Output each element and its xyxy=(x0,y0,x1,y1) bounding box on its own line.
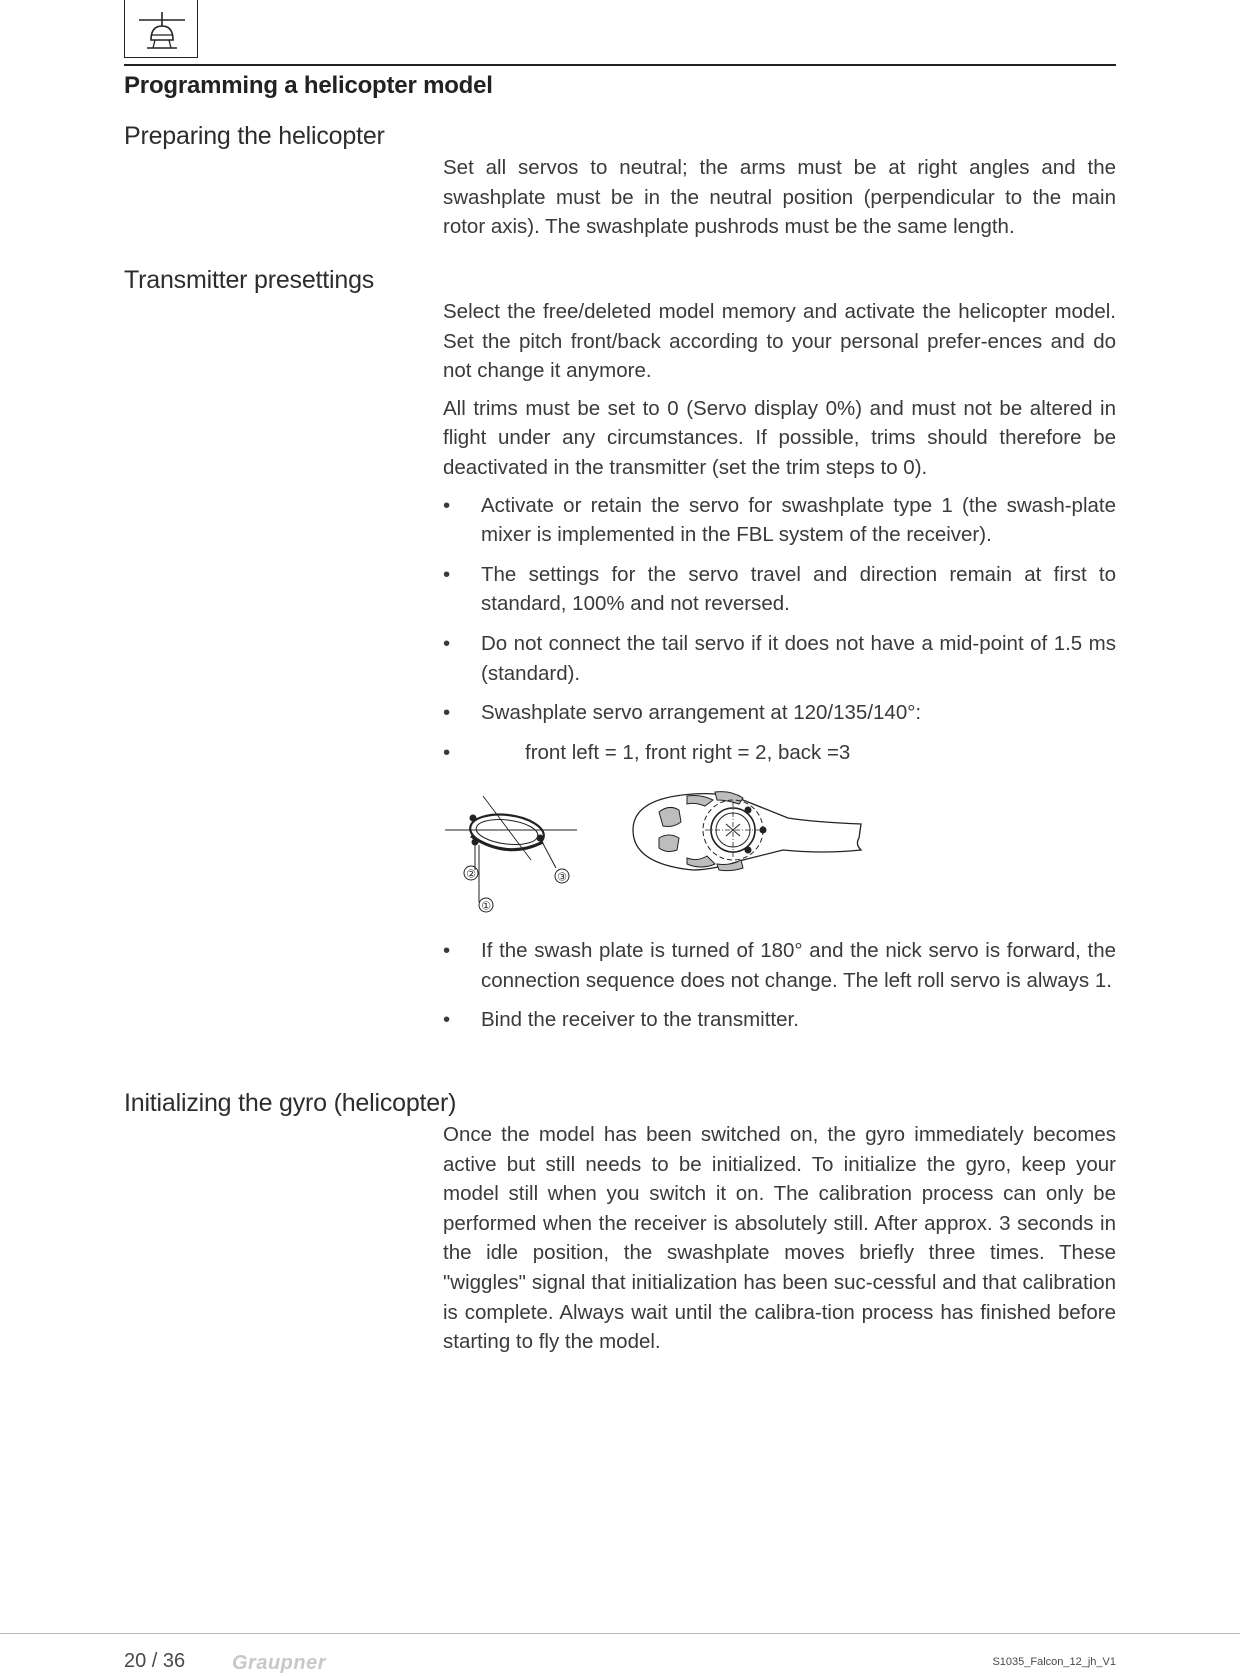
list-item xyxy=(443,738,1116,768)
paragraph: All trims must be set to 0 (Servo display 0%) and must not be altered in flight under any circumstances. If possible, trims should therefore be deactivated in the transmitter (set the trim steps to 0). xyxy=(443,396,1116,479)
helicopter-icon xyxy=(133,6,191,54)
footer-divider xyxy=(0,1633,1240,1634)
servo-label-1: ① xyxy=(481,899,491,913)
section-heading-gyro: Initializing the gyro (helicopter) xyxy=(124,1089,457,1117)
section-body-transmitter-continued xyxy=(443,936,1116,1045)
section-body-transmitter xyxy=(443,297,1116,777)
section-heading-transmitter: Transmitter presettings xyxy=(124,266,375,294)
list-item: • Do not connect the tail servo if it does not have a mid-point of 1.5 ms (standard). xyxy=(443,629,1116,688)
section-body-gyro xyxy=(443,1120,1116,1365)
brand-logo: Graupner xyxy=(232,1652,327,1674)
swashplate-ring-figure xyxy=(445,796,577,912)
section-body-preparing xyxy=(443,153,1116,250)
section-heading-preparing: Preparing the helicopter xyxy=(124,122,385,150)
servo-arrangement-text: front left = 1, front right = 2, back =3 xyxy=(525,740,851,764)
list-item: • Activate or retain the servo for swashplate type 1 (the swash-plate mixer is implemented in the FBL system of the receiver). xyxy=(443,491,1116,550)
header-divider xyxy=(124,64,1116,66)
helicopter-icon-box xyxy=(124,0,198,58)
servo-label-3: ③ xyxy=(557,870,567,884)
list-item: • Swashplate servo arrangement at 120/135/140°: xyxy=(443,698,1116,728)
bullet-list xyxy=(443,491,1116,768)
swashplate-diagram xyxy=(443,790,893,918)
list-item: • If the swash plate is turned of 180° and the nick servo is forward, the connection sequence does not change. The left roll servo is always 1. xyxy=(443,936,1116,995)
list-item: • The settings for the servo travel and direction remain at first to standard, 100% and not reversed. xyxy=(443,560,1116,619)
document-code: S1035_Falcon_12_jh_V1 xyxy=(992,1656,1116,1668)
page-title: Programming a helicopter model xyxy=(124,72,493,99)
page-number: 20 / 36 xyxy=(124,1650,186,1672)
bullet-list xyxy=(443,936,1116,1035)
paragraph: Once the model has been switched on, the gyro immediately becomes active but still needs to be initialized. To initialize the gyro, keep your model still when you switch it on. The calibration process can only be performed when the receiver is absolutely still. After approx. 3 seconds in the idle position, the swashplate moves briefly three times. These "wiggles" signal that initialization has been suc-cessful and that calibration is complete. Always wait until the calibra-tion process has finished before starting to fly the model. xyxy=(443,1123,1116,1354)
helicopter-top-view-figure xyxy=(633,792,861,871)
servo-label-2: ② xyxy=(466,867,476,881)
paragraph: Select the free/deleted model memory and activate the helicopter model. Set the pitch front/back according to your personal prefer-ences and do not change it anymore. xyxy=(443,300,1116,383)
list-item: • Bind the receiver to the transmitter. xyxy=(443,1005,1116,1035)
paragraph: Set all servos to neutral; the arms must be at right angles and the swashplate must be in the neutral position (perpendicular to the main rotor axis). The swashplate pushrods must be the same length. xyxy=(443,156,1116,239)
